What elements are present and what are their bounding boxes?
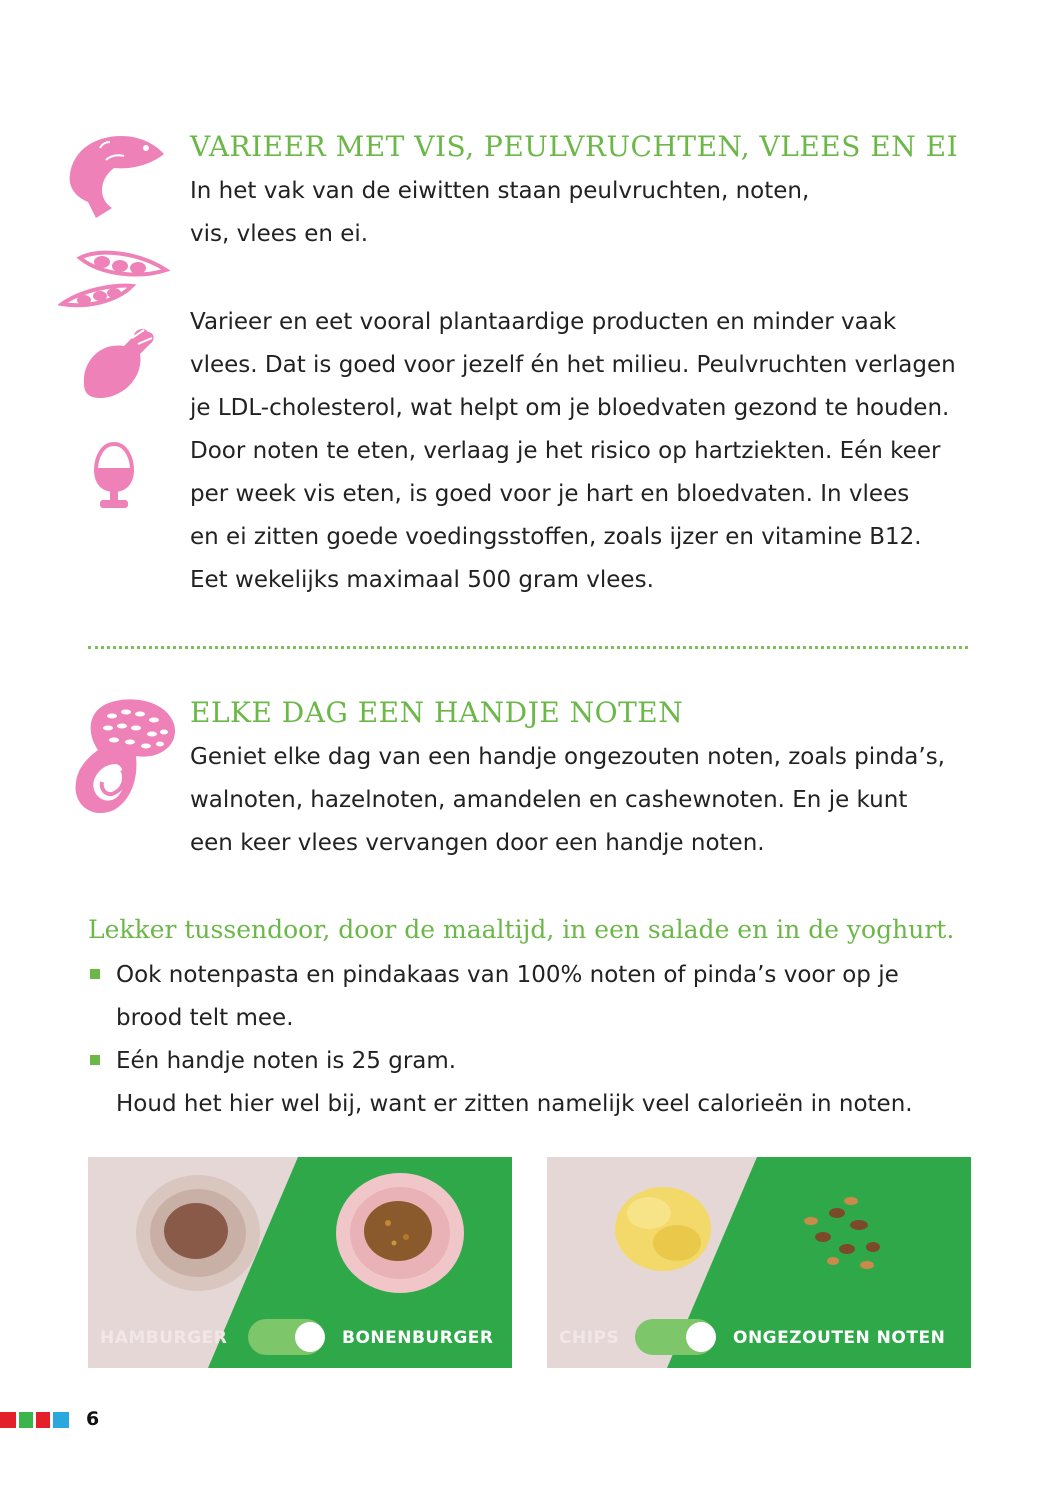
section-divider — [88, 646, 968, 649]
photo-hamburger-vs-bonenburger — [88, 1157, 512, 1368]
page-color-marker-2 — [19, 1412, 33, 1428]
body-line-6: en ei zitten goede voedingsstoffen, zoals ijzer en vitamine B12. — [190, 524, 922, 550]
body-line-7: Eet wekelijks maximaal 500 gram vlees. — [190, 567, 654, 593]
page-color-marker-4 — [53, 1412, 69, 1428]
list-item — [88, 954, 988, 1040]
bullet-square-icon — [90, 969, 100, 979]
body-line-5: per week vis eten, is goed voor je hart en bloedvaten. In vlees — [190, 481, 910, 507]
intro-line-2: vis, vlees en ei. — [190, 221, 369, 247]
toggle-label-hamburger: HAMBURGER — [100, 1328, 228, 1348]
toggle-label-bonenburger: BONENBURGER — [342, 1328, 494, 1348]
page-color-marker-3 — [36, 1412, 50, 1428]
toggle-label-chips: CHIPS — [559, 1328, 620, 1348]
section-title-protein: VARIEER MET VIS, PEULVRUCHTEN, VLEES EN EI — [190, 130, 959, 163]
nuts-line-2: walnoten, hazelnoten, amandelen en cashewnoten. En je kunt — [190, 787, 908, 813]
body-line-4: Door noten te eten, verlaag je het risico op hartziekten. Eén keer — [190, 438, 941, 464]
fish-icon — [62, 126, 172, 221]
section-title-nuts: ELKE DAG EEN HANDJE NOTEN — [190, 696, 684, 729]
body-line-1: Varieer en eet vooral plantaardige producten en minder vaak — [190, 309, 897, 335]
nuts-line-3: een keer vlees vervangen door een handje noten. — [190, 830, 765, 856]
body-line-2: vlees. Dat is goed voor jezelf én het milieu. Peulvruchten verlagen — [190, 352, 956, 378]
page-color-marker-1 — [0, 1412, 16, 1428]
bullet-square-icon — [90, 1055, 100, 1065]
drumstick-icon — [74, 320, 164, 410]
peas-icon — [58, 246, 176, 316]
bullet-1-line-1: Ook notenpasta en pindakaas van 100% noten of pinda’s voor op je — [116, 962, 899, 988]
photo-chips-vs-noten — [547, 1157, 971, 1368]
toggle-label-ongezouten-noten: ONGEZOUTEN NOTEN — [733, 1328, 946, 1348]
tip-subtitle: Lekker tussendoor, door de maaltijd, in een salade en in de yoghurt. — [88, 915, 955, 944]
bullet-2-line-2: Houd het hier wel bij, want er zitten namelijk veel calorieën in noten. — [116, 1091, 913, 1117]
list-item — [88, 1040, 988, 1126]
nuts-line-1: Geniet elke dag van een handje ongezouten noten, zoals pinda’s, — [190, 744, 945, 770]
bullet-1-line-2: brood telt mee. — [116, 1005, 294, 1031]
peanut-icon — [66, 694, 186, 822]
tip-bullet-list — [88, 954, 988, 1126]
intro-line-1: In het vak van de eiwitten staan peulvruchten, noten, — [190, 178, 810, 204]
egg-cup-icon — [86, 440, 142, 512]
bullet-2-line-1: Eén handje noten is 25 gram. — [116, 1048, 457, 1074]
body-line-3: je LDL-cholesterol, wat helpt om je bloedvaten gezond te houden. — [190, 395, 950, 421]
page-number: 6 — [86, 1408, 100, 1430]
